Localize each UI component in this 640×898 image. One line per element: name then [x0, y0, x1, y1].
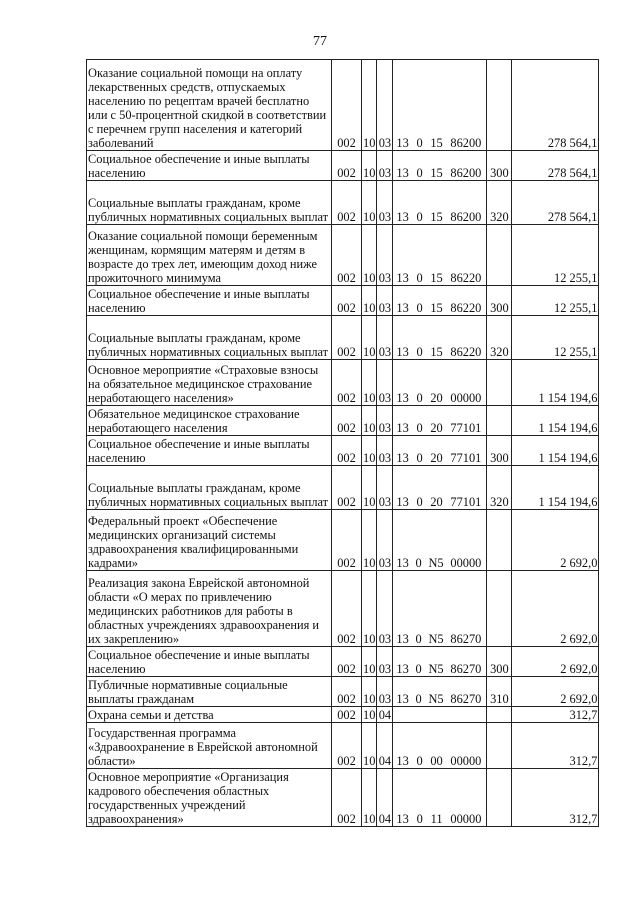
- row-section-code: 10: [362, 316, 377, 360]
- target-article-part: 13: [396, 345, 409, 359]
- row-sum: 1 154 194,6: [512, 406, 599, 436]
- row-subsection-code: 03: [377, 571, 393, 647]
- row-sum: 312,7: [512, 769, 599, 827]
- target-article-part: 86200: [450, 210, 482, 224]
- row-expense-type-code: 320: [487, 316, 512, 360]
- target-article-part: 15: [430, 136, 443, 150]
- row-section-code: 10: [362, 723, 377, 769]
- budget-table: [86, 59, 599, 827]
- row-ved-code: 002: [332, 647, 362, 677]
- target-article-part: 13: [396, 495, 409, 509]
- target-article-part: 0: [416, 391, 423, 405]
- row-expense-type-code: 300: [487, 436, 512, 466]
- row-subsection-code: 03: [377, 406, 393, 436]
- page-number: 77: [313, 34, 327, 49]
- row-section-code: 10: [362, 769, 377, 827]
- row-ved-code: 002: [332, 769, 362, 827]
- target-article-part: 86200: [450, 136, 482, 150]
- row-section-code: 10: [362, 677, 377, 707]
- row-subsection-code: 03: [377, 360, 393, 406]
- target-article-part: 0: [416, 166, 423, 180]
- table-row: [87, 647, 599, 677]
- row-target-article-code: [393, 225, 487, 286]
- target-article-part: 0: [416, 421, 423, 435]
- table-row: [87, 151, 599, 181]
- row-subsection-code: 03: [377, 677, 393, 707]
- row-target-article-code: [393, 181, 487, 225]
- target-article-part: 15: [430, 210, 443, 224]
- row-target-article-code: [393, 723, 487, 769]
- row-subsection-code: 03: [377, 151, 393, 181]
- target-article-part: 13: [396, 166, 409, 180]
- target-article-part: N5: [428, 556, 444, 570]
- table-row: [87, 707, 599, 723]
- row-section-code: 10: [362, 647, 377, 677]
- row-target-article-code: [393, 769, 487, 827]
- row-ved-code: 002: [332, 181, 362, 225]
- row-subsection-code: 03: [377, 60, 393, 151]
- target-article-part: 0: [416, 136, 423, 150]
- row-section-code: 10: [362, 286, 377, 316]
- row-target-article-code: [393, 571, 487, 647]
- row-target-article-code: [393, 406, 487, 436]
- target-article-part: 86220: [450, 345, 482, 359]
- target-article-part: 0: [416, 812, 423, 826]
- row-section-code: 10: [362, 60, 377, 151]
- target-article-part: 86270: [450, 662, 482, 676]
- row-name: Социальное обеспечение и иные выплаты населению: [87, 436, 332, 466]
- row-name: Социальные выплаты гражданам, кроме публичных нормативных социальных выплат: [87, 316, 332, 360]
- budget-table-body: [87, 60, 599, 827]
- row-target-article-code: [393, 151, 487, 181]
- row-sum: 12 255,1: [512, 225, 599, 286]
- row-expense-type-code: [487, 510, 512, 571]
- row-subsection-code: 03: [377, 647, 393, 677]
- row-ved-code: 002: [332, 571, 362, 647]
- row-expense-type-code: [487, 707, 512, 723]
- target-article-part: N5: [428, 662, 444, 676]
- row-subsection-code: 03: [377, 316, 393, 360]
- row-ved-code: 002: [332, 723, 362, 769]
- table-row: [87, 723, 599, 769]
- target-article-part: 0: [416, 345, 423, 359]
- row-name: Социальное обеспечение и иные выплаты населению: [87, 647, 332, 677]
- row-sum: 1 154 194,6: [512, 466, 599, 510]
- row-expense-type-code: [487, 225, 512, 286]
- row-sum: 312,7: [512, 707, 599, 723]
- row-ved-code: 002: [332, 60, 362, 151]
- row-target-article-code: [393, 466, 487, 510]
- row-ved-code: 002: [332, 707, 362, 723]
- target-article-part: 0: [416, 210, 423, 224]
- row-expense-type-code: 320: [487, 181, 512, 225]
- row-ved-code: 002: [332, 360, 362, 406]
- target-article-part: 13: [396, 662, 409, 676]
- target-article-part: N5: [428, 632, 444, 646]
- target-article-part: 86270: [450, 632, 482, 646]
- row-sum: 278 564,1: [512, 151, 599, 181]
- row-expense-type-code: 310: [487, 677, 512, 707]
- row-target-article-code: [393, 707, 487, 723]
- row-sum: 2 692,0: [512, 647, 599, 677]
- row-sum: 12 255,1: [512, 316, 599, 360]
- row-expense-type-code: [487, 406, 512, 436]
- row-subsection-code: 03: [377, 436, 393, 466]
- row-ved-code: 002: [332, 151, 362, 181]
- target-article-part: 77101: [450, 495, 482, 509]
- target-article-part: 13: [396, 754, 409, 768]
- row-target-article-code: [393, 677, 487, 707]
- row-ved-code: 002: [332, 510, 362, 571]
- row-target-article-code: [393, 360, 487, 406]
- row-section-code: 10: [362, 571, 377, 647]
- table-row: [87, 181, 599, 225]
- target-article-part: 13: [396, 632, 409, 646]
- row-expense-type-code: [487, 360, 512, 406]
- target-article-part: 15: [430, 301, 443, 315]
- target-article-part: 13: [396, 451, 409, 465]
- row-expense-type-code: [487, 723, 512, 769]
- table-row: [87, 406, 599, 436]
- row-target-article-code: [393, 286, 487, 316]
- row-sum: 278 564,1: [512, 181, 599, 225]
- row-ved-code: 002: [332, 436, 362, 466]
- row-sum: 1 154 194,6: [512, 436, 599, 466]
- row-ved-code: 002: [332, 677, 362, 707]
- table-row: [87, 436, 599, 466]
- target-article-part: 20: [430, 495, 443, 509]
- row-subsection-code: 03: [377, 286, 393, 316]
- target-article-part: 0: [415, 692, 422, 706]
- row-expense-type-code: [487, 769, 512, 827]
- target-article-part: 00000: [450, 754, 482, 768]
- row-name: Федеральный проект «Обеспечение медицинских организаций системы здравоохранения квалифицированными кадрами»: [87, 510, 332, 571]
- target-article-part: N5: [428, 692, 444, 706]
- row-section-code: 10: [362, 151, 377, 181]
- row-subsection-code: 04: [377, 769, 393, 827]
- row-subsection-code: 03: [377, 510, 393, 571]
- table-row: [87, 677, 599, 707]
- row-target-article-code: [393, 60, 487, 151]
- row-name: Оказание социальной помощи на оплату лекарственных средств, отпускаемых населению по рецептам врачей бесплатно или с 50-процентной скидкой в соответствии с перечнем групп населения и категорий заболеваний: [87, 60, 332, 151]
- target-article-part: 0: [416, 451, 423, 465]
- row-expense-type-code: 300: [487, 647, 512, 677]
- table-row: [87, 60, 599, 151]
- row-name: Основное мероприятие «Организация кадрового обеспечения областных государственных учреждений здравоохранения»: [87, 769, 332, 827]
- target-article-part: 86220: [450, 301, 482, 315]
- row-sum: 2 692,0: [512, 571, 599, 647]
- row-name: Охрана семьи и детства: [87, 707, 332, 723]
- row-expense-type-code: 300: [487, 286, 512, 316]
- target-article-part: 13: [396, 812, 409, 826]
- row-ved-code: 002: [332, 316, 362, 360]
- row-sum: 2 692,0: [512, 510, 599, 571]
- row-ved-code: 002: [332, 286, 362, 316]
- row-subsection-code: 03: [377, 181, 393, 225]
- target-article-part: 0: [415, 662, 422, 676]
- row-section-code: 10: [362, 406, 377, 436]
- target-article-part: 86200: [450, 166, 482, 180]
- row-section-code: 10: [362, 466, 377, 510]
- row-name: Социальные выплаты гражданам, кроме публичных нормативных социальных выплат: [87, 181, 332, 225]
- target-article-part: 00000: [450, 812, 482, 826]
- row-name: Социальные выплаты гражданам, кроме публичных нормативных социальных выплат: [87, 466, 332, 510]
- target-article-part: 0: [415, 632, 422, 646]
- row-ved-code: 002: [332, 466, 362, 510]
- row-name: Социальное обеспечение и иные выплаты населению: [87, 286, 332, 316]
- table-row: [87, 316, 599, 360]
- target-article-part: 15: [430, 166, 443, 180]
- row-expense-type-code: 320: [487, 466, 512, 510]
- target-article-part: 13: [396, 556, 409, 570]
- row-section-code: 10: [362, 225, 377, 286]
- target-article-part: 0: [415, 556, 422, 570]
- row-subsection-code: 04: [377, 723, 393, 769]
- target-article-part: 86270: [450, 692, 482, 706]
- target-article-part: 77101: [450, 451, 482, 465]
- row-name: Оказание социальной помощи беременным женщинам, кормящим матерям и детям в возрасте до трех лет, имеющим доход ниже прожиточного минимума: [87, 225, 332, 286]
- table-row: [87, 225, 599, 286]
- row-section-code: 10: [362, 360, 377, 406]
- row-sum: 1 154 194,6: [512, 360, 599, 406]
- target-article-part: 13: [396, 210, 409, 224]
- target-article-part: 20: [430, 451, 443, 465]
- target-article-part: 13: [396, 692, 409, 706]
- row-ved-code: 002: [332, 406, 362, 436]
- row-name: Обязательное медицинское страхование неработающего населения: [87, 406, 332, 436]
- row-sum: 2 692,0: [512, 677, 599, 707]
- table-row: [87, 466, 599, 510]
- target-article-part: 13: [396, 301, 409, 315]
- row-target-article-code: [393, 647, 487, 677]
- row-expense-type-code: [487, 60, 512, 151]
- row-name: Основное мероприятие «Страховые взносы на обязательное медицинское страхование неработающего населения»: [87, 360, 332, 406]
- row-section-code: 10: [363, 708, 376, 722]
- target-article-part: 86220: [450, 271, 482, 285]
- table-row: [87, 286, 599, 316]
- row-expense-type-code: 300: [487, 151, 512, 181]
- row-subsection-code: 03: [377, 225, 393, 286]
- row-sum: 12 255,1: [512, 286, 599, 316]
- target-article-part: 0: [416, 754, 423, 768]
- row-section-code: 10: [362, 181, 377, 225]
- table-row: [87, 571, 599, 647]
- row-expense-type-code: [487, 571, 512, 647]
- target-article-part: 13: [396, 421, 409, 435]
- row-target-article-code: [393, 436, 487, 466]
- target-article-part: 00000: [450, 556, 482, 570]
- row-name: Социальное обеспечение и иные выплаты населению: [87, 151, 332, 181]
- table-row: [87, 769, 599, 827]
- row-name: Публичные нормативные социальные выплаты гражданам: [87, 677, 332, 707]
- target-article-part: 77101: [450, 421, 482, 435]
- target-article-part: 00000: [450, 391, 482, 405]
- target-article-part: 20: [430, 391, 443, 405]
- target-article-part: 13: [396, 391, 409, 405]
- row-section-code: 10: [362, 510, 377, 571]
- target-article-part: 20: [430, 421, 443, 435]
- target-article-part: 13: [396, 136, 409, 150]
- target-article-part: 0: [416, 301, 423, 315]
- target-article-part: 13: [396, 271, 409, 285]
- row-target-article-code: [393, 510, 487, 571]
- row-target-article-code: [393, 316, 487, 360]
- table-row: [87, 360, 599, 406]
- target-article-part: 15: [430, 271, 443, 285]
- row-ved-code: 002: [332, 225, 362, 286]
- target-article-part: 15: [430, 345, 443, 359]
- row-name: Реализация закона Еврейской автономной области «О мерах по привлечению медицинских работников для работы в областных учреждениях здравоохранения и их закреплению»: [87, 571, 332, 647]
- row-sum: 278 564,1: [512, 60, 599, 151]
- target-article-part: 00: [430, 754, 443, 768]
- row-sum: 312,7: [512, 723, 599, 769]
- table-row: [87, 510, 599, 571]
- target-article-part: 0: [416, 271, 423, 285]
- row-subsection-code: 04: [378, 708, 392, 722]
- row-name: Государственная программа «Здравоохранение в Еврейской автономной области»: [87, 723, 332, 769]
- row-subsection-code: 03: [377, 466, 393, 510]
- row-section-code: 10: [362, 436, 377, 466]
- target-article-part: 11: [430, 812, 443, 826]
- target-article-part: 0: [416, 495, 423, 509]
